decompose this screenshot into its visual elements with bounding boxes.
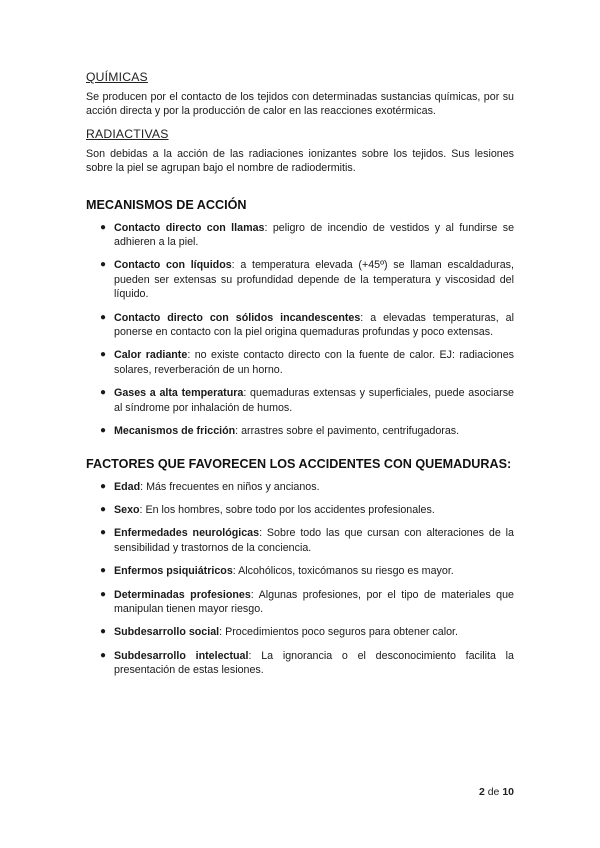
page-total: 10 (502, 786, 514, 798)
bullet-icon: ● (100, 480, 107, 492)
item-text: : quemaduras extensas y superficiales, puede asociarse al síndrome por inhalación de humos. (114, 387, 514, 414)
list-item (86, 526, 514, 555)
bullet-icon: ● (100, 387, 107, 399)
list-item (86, 424, 514, 438)
factores-heading: FACTORES QUE FAVORECEN LOS ACCIDENTES CON QUEMADURAS: (86, 456, 512, 471)
item-term: Subdesarrollo intelectual (114, 649, 249, 662)
list-item (86, 649, 514, 678)
item-term: Enfermedades neurológicas (114, 527, 260, 540)
item-term: Mecanismos de fricción (114, 425, 236, 438)
item-term: Sexo (114, 503, 140, 516)
bullet-icon: ● (100, 588, 107, 600)
page-number (479, 786, 514, 798)
list-item (86, 221, 514, 250)
bullet-icon: ● (100, 503, 107, 515)
list-item (86, 386, 514, 415)
bullet-icon: ● (100, 649, 107, 661)
bullet-icon: ● (100, 425, 107, 437)
bullet-icon: ● (100, 221, 107, 233)
item-term: Gases a alta temperatura (114, 387, 244, 400)
list-item (86, 311, 514, 340)
mecanismos-heading: MECANISMOS DE ACCIÓN (86, 197, 247, 212)
item-term: Calor radiante (114, 349, 188, 362)
bullet-icon: ● (100, 349, 107, 361)
bullet-icon: ● (100, 527, 107, 539)
list-item (86, 588, 514, 617)
mecanismos-list (86, 221, 514, 439)
list-item (86, 348, 514, 377)
document-page (86, 70, 514, 696)
list-item (86, 480, 514, 494)
quimicas-paragraph: Se producen por el contacto de los tejidos con determinadas sustancias químicas, por su acción directa y por la producción de calor en las reacciones exotérmicas. (86, 91, 514, 118)
item-text: : En los hombres, sobre todo por los accidentes profesionales. (139, 503, 435, 516)
bullet-icon: ● (100, 311, 107, 323)
item-text: : a temperatura elevada (+45º) se llaman escaldaduras, pueden ser extensas su profundidad depende de la temperatura y viscosidad del líquido. (114, 259, 514, 301)
item-term: Subdesarrollo social (114, 626, 220, 639)
item-text: : a elevadas temperaturas, al ponerse en contacto con la piel origina quemaduras profundas y poco extensas. (114, 311, 514, 339)
bullet-icon: ● (100, 259, 107, 271)
item-text: : arrastres sobre el pavimento, centrifugadoras. (235, 425, 460, 438)
item-text: : no existe contacto directo con la fuente de calor. EJ: radiaciones solares, reverberación de un horno. (114, 349, 514, 376)
bullet-icon: ● (100, 626, 107, 638)
item-term: Edad (114, 480, 141, 493)
radiactivas-paragraph: Son debidas a la acción de las radiaciones ionizantes sobre los tejidos. Sus lesiones sobre la piel se agrupan bajo el nombre de radiodermitis. (86, 147, 514, 175)
item-term: Contacto directo con sólidos incandescentes (114, 311, 361, 324)
bullet-icon: ● (100, 565, 107, 577)
page-current: 2 (478, 786, 485, 798)
item-term: Enfermos psiquiátricos (114, 565, 233, 578)
item-term: Determinadas profesiones (114, 588, 251, 601)
factores-list (86, 480, 514, 678)
page-separator: de (487, 786, 500, 798)
item-text: : peligro de incendio de vestidos y al fundirse se adhieren a la piel. (114, 221, 515, 249)
item-text: : Sobre todo las que cursan con alteraciones de la sensibilidad y trastornos de la conciencia. (114, 527, 514, 554)
item-text: : Procedimientos poco seguros para obtener calor. (219, 626, 458, 639)
item-text: : La ignorancia o el desconocimiento facilita la presentación de estas lesiones. (114, 649, 515, 677)
item-text: : Alcohólicos, toxicómanos su riesgo es mayor. (232, 565, 454, 578)
item-term: Contacto con líquidos (114, 259, 232, 272)
list-item (86, 258, 514, 301)
list-item (86, 503, 514, 517)
quimicas-heading: QUÍMICAS (86, 70, 148, 84)
list-item (86, 625, 514, 639)
item-text: : Más frecuentes en niños y ancianos. (140, 480, 320, 493)
radiactivas-heading: RADIACTIVAS (86, 126, 169, 141)
list-item (86, 564, 514, 578)
item-text: : Algunas profesiones, por el tipo de materiales que manipulan tienen mayor riesgo. (114, 588, 514, 615)
item-term: Contacto directo con llamas (114, 221, 265, 234)
